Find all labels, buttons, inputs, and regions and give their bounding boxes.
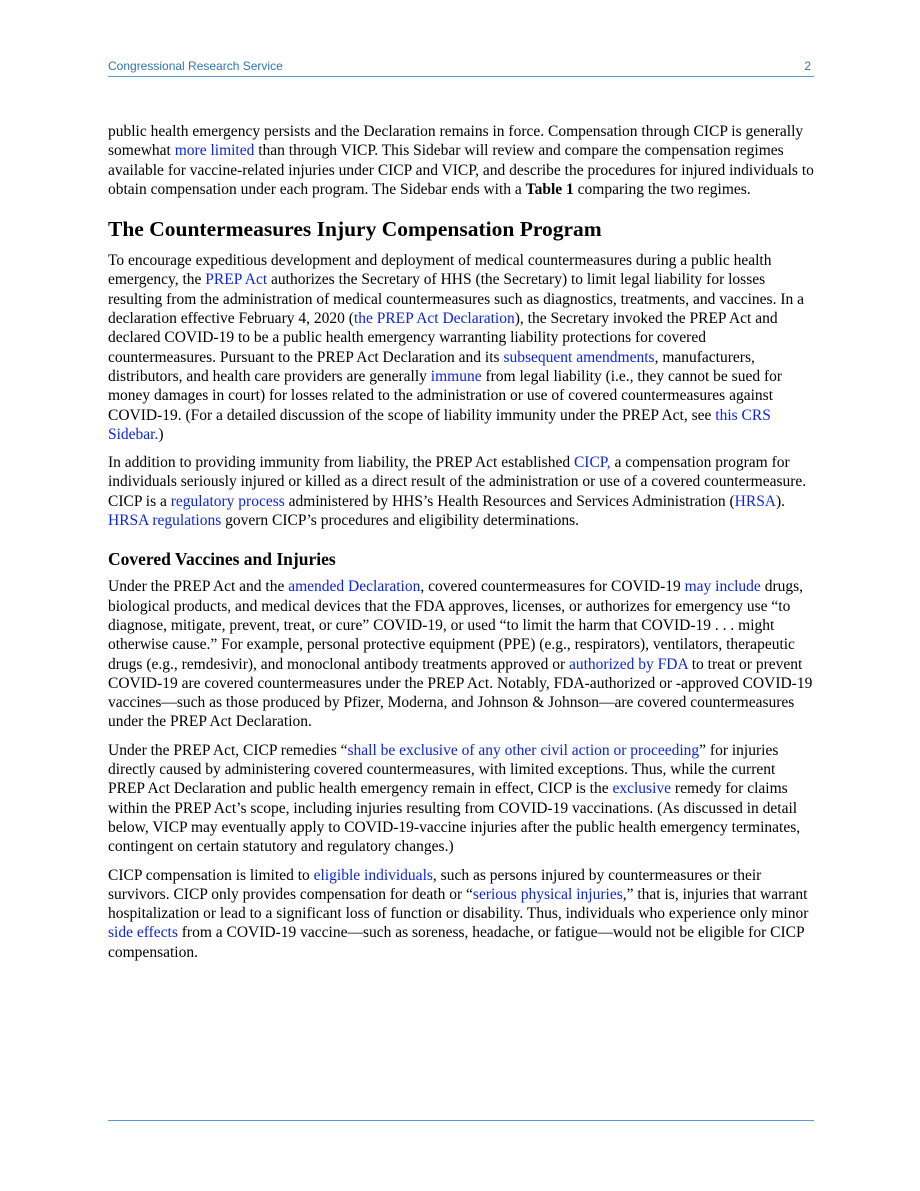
paragraph-prep-act: To encourage expeditious development and deployment of medical countermeasures during a public health emergency, the PREP Act authorizes the Secretary of HHS (the Secretary) to limit legal liability for losses resulting from the administration of medical countermeasures such as diagnostics, treatments, and vaccines. In a declaration effective February 4, 2020 (the PREP Act Declaration), the Secretary invoked the PREP Act and declared COVID-19 to be a public health emergency warranting liability protections for covered countermeasures. Pursuant to the PREP Act Declaration and its subsequent amendments, manufacturers, distributors, and health care providers are generally immune from legal liability (i.e., they cannot be sued for money damages in court) for losses related to the administration or use of covered countermeasures against COVID-19. (For a detailed discussion of the scope of liability immunity under the PREP Act, see this CRS Sidebar.) bbox=[108, 252, 804, 443]
link-subsequent-amendments[interactable]: subsequent amendments bbox=[503, 348, 655, 366]
paragraph-covered: Under the PREP Act and the amended Declaration, covered countermeasures for COVID-19 may include drugs, biological products, and medical devices that the FDA approves, licenses, or authorizes for emergency use “to diagnose, mitigate, prevent, treat, or cure” COVID-19, or used “to limit the harm that COVID-19 . . . might otherwise cause.” For example, personal protective equipment (PPE) (e.g., respirators), ventilators, therapeutic drugs (e.g., remdesivir), and monoclonal antibody treatments approved or authorized by FDA to treat or prevent COVID-19 are covered countermeasures under the PREP Act. Notably, FDA-authorized or -approved COVID-19 vaccines—such as those produced by Pfizer, Moderna, and Johnson & Johnson—are covered countermeasures under the PREP Act Declaration. bbox=[108, 578, 813, 731]
link-prep-act[interactable]: PREP Act bbox=[205, 271, 268, 289]
link-prep-act-declaration[interactable]: the PREP Act Declaration bbox=[353, 310, 515, 328]
page-header bbox=[108, 58, 814, 77]
subsection-heading: Covered Vaccines and Injuries bbox=[108, 549, 336, 570]
intro-paragraph: public health emergency persists and the Declaration remains in force. Compensation through CICP is generally somewhat more limited than through VICP. This Sidebar will review and compare the compensation regimes available for vaccine-related injuries under CICP and VICP, and describe the procedures for injured individuals to obtain compensation under each program. The Sidebar ends with a Table 1 comparing the two regimes. bbox=[108, 123, 814, 198]
page-number: 2 bbox=[804, 59, 811, 73]
table-ref: Table 1 bbox=[525, 180, 574, 198]
section-heading: The Countermeasures Injury Compensation Program bbox=[108, 217, 602, 242]
footer-divider bbox=[108, 1120, 814, 1121]
link-hrsa-regulations[interactable]: HRSA regulations bbox=[108, 512, 222, 530]
link-authorized-by-fda[interactable]: authorized by FDA bbox=[569, 655, 688, 673]
link-amended-declaration[interactable]: amended Declaration bbox=[288, 578, 421, 596]
link-hrsa[interactable]: HRSA bbox=[734, 492, 777, 510]
link-may-include[interactable]: may include bbox=[684, 578, 761, 596]
link-side-effects[interactable]: side effects bbox=[108, 924, 178, 942]
header-org: Congressional Research Service bbox=[108, 59, 283, 73]
link-regulatory-process[interactable]: regulatory process bbox=[170, 492, 285, 510]
link-shall-be-exclusive[interactable]: shall be exclusive of any other civil action or proceeding bbox=[347, 741, 700, 759]
paragraph-cicp: In addition to providing immunity from liability, the PREP Act established CICP, a compensation program for individuals seriously injured or killed as a direct result of the administration or use of a covered countermeasure. CICP is a regulatory process administered by HHS’s Health Resources and Services Administration (HRSA). HRSA regulations govern CICP’s procedures and eligibility determinations. bbox=[108, 454, 807, 530]
link-eligible-individuals[interactable]: eligible individuals bbox=[313, 866, 433, 884]
link-crs-sidebar[interactable]: this CRS Sidebar. bbox=[108, 406, 771, 443]
link-more-limited[interactable]: more limited bbox=[174, 142, 255, 160]
link-immune[interactable]: immune bbox=[430, 367, 482, 385]
link-serious-physical-injuries[interactable]: serious physical injuries bbox=[472, 885, 623, 903]
link-cicp[interactable]: CICP, bbox=[573, 454, 611, 472]
paragraph-compensation: CICP compensation is limited to eligible individuals, such as persons injured by countermeasures or their survivors. CICP only provides compensation for death or “serious physical injuries,” that is, injuries that warrant hospitalization or lead to a significant loss of function or disability. Thus, individuals who experience only minor side effects from a COVID-19 vaccine—such as soreness, headache, or fatigue—would not be eligible for CICP compensation. bbox=[108, 866, 809, 961]
paragraph-remedies: Under the PREP Act, CICP remedies “shall be exclusive of any other civil action or proceeding” for injuries directly caused by administering covered countermeasures, with limited exceptions. Thus, while the current PREP Act Declaration and public health emergency remain in effect, CICP is the exclusive remedy for claims within the PREP Act’s scope, including injuries resulting from COVID-19 vaccinations. (As discussed in detail below, VICP may eventually apply to COVID-19-vaccine injuries after the public health emergency terminates, contingent on certain statutory and regulatory changes.) bbox=[108, 741, 801, 856]
link-exclusive[interactable]: exclusive bbox=[612, 780, 672, 798]
document-body bbox=[108, 122, 814, 971]
